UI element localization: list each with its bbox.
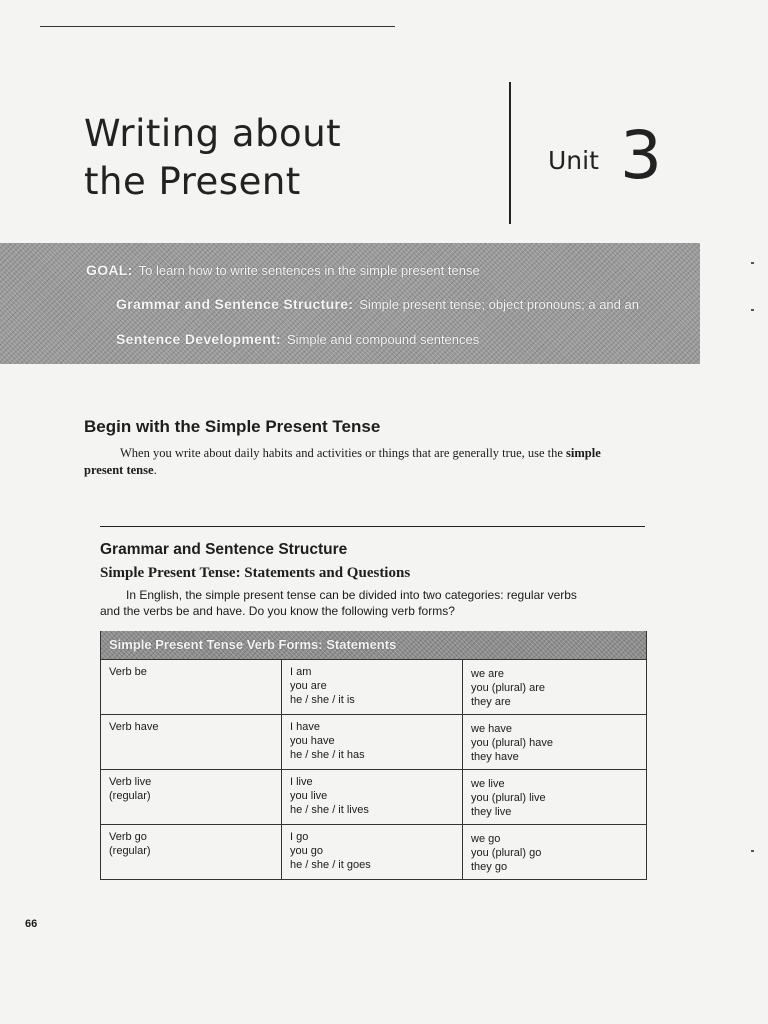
section-rule	[100, 526, 645, 527]
grammar-text: Simple present tense; object pronouns; a and an	[359, 297, 639, 312]
margin-mark	[751, 262, 754, 264]
singular-form: he / she / it has	[290, 749, 365, 761]
unit-title	[84, 110, 341, 206]
section-heading-simple-present: Begin with the Simple Present Tense	[84, 417, 381, 436]
goal-line	[86, 262, 480, 278]
verb-cell	[101, 825, 282, 879]
singular-forms-cell	[282, 660, 463, 714]
plural-forms-cell	[463, 770, 644, 824]
singular-form: he / she / it lives	[290, 804, 369, 816]
plural-forms-cell	[463, 660, 644, 714]
intro-text: When you write about daily habits and activities or things that are generally true, use the	[120, 446, 563, 460]
singular-form: I go	[290, 831, 309, 843]
plural-form: we have	[471, 723, 512, 735]
plural-form: you (plural) go	[471, 847, 542, 859]
table-row	[101, 769, 646, 824]
margin-mark	[751, 309, 754, 311]
title-divider	[509, 82, 511, 224]
plural-form: you (plural) have	[471, 737, 553, 749]
verb-name: Verb go	[109, 831, 147, 843]
table-row	[101, 824, 646, 879]
verb-forms-table	[100, 631, 647, 880]
singular-form: I am	[290, 666, 312, 678]
verb-cell	[101, 660, 282, 714]
grammar-label: Grammar and Sentence Structure:	[116, 296, 354, 312]
title-line-2: the Present	[84, 160, 301, 203]
verb-cell	[101, 770, 282, 824]
verb-note: (regular)	[109, 845, 151, 857]
singular-forms-cell	[282, 825, 463, 879]
plural-form: we go	[471, 833, 501, 845]
intro-end: .	[153, 463, 157, 477]
plural-form: we are	[471, 668, 505, 680]
singular-form: you live	[290, 790, 328, 802]
singular-form: I live	[290, 776, 313, 788]
goal-text: To learn how to write sentences in the simple present tense	[138, 263, 480, 278]
singular-form: he / she / it goes	[290, 859, 371, 871]
subheading-statements-questions: Simple Present Tense: Statements and Questions	[100, 565, 411, 581]
development-line	[116, 331, 479, 347]
intro-bold-2: present tense	[84, 463, 154, 477]
plural-form: you (plural) are	[471, 682, 545, 694]
development-text: Simple and compound sentences	[287, 332, 480, 347]
unit-number: 3	[620, 117, 662, 194]
singular-form: you are	[290, 680, 327, 692]
plural-forms-cell	[463, 825, 644, 879]
grammar-text-line-1: In English, the simple present tense can be divided into two categories: regular verbs	[126, 588, 577, 602]
intro-paragraph	[84, 445, 644, 479]
page-number: 66	[25, 918, 38, 930]
title-line-1: Writing about	[84, 112, 342, 155]
verb-name: Verb have	[109, 721, 159, 733]
goal-label: GOAL:	[86, 262, 133, 278]
verb-name: Verb live	[109, 776, 152, 788]
verb-note: (regular)	[109, 790, 151, 802]
singular-form: I have	[290, 721, 320, 733]
table-title: Simple Present Tense Verb Forms: Statements	[101, 631, 646, 659]
top-rule	[40, 26, 395, 27]
plural-form: they have	[471, 751, 519, 763]
table-row	[101, 659, 646, 714]
plural-form: they go	[471, 861, 508, 873]
plural-form: you (plural) live	[471, 792, 546, 804]
plural-form: we live	[471, 778, 505, 790]
grammar-paragraph	[100, 587, 640, 619]
plural-form: they are	[471, 696, 511, 708]
verb-name: Verb be	[109, 666, 147, 678]
grammar-line	[116, 296, 639, 312]
unit-label: Unit	[548, 146, 599, 175]
singular-form: he / she / it is	[290, 694, 355, 706]
intro-bold-1: simple	[566, 446, 601, 460]
development-label: Sentence Development:	[116, 331, 282, 347]
plural-forms-cell	[463, 715, 644, 769]
grammar-text-line-2: and the verbs be and have. Do you know the following verb forms?	[100, 604, 455, 618]
singular-forms-cell	[282, 715, 463, 769]
plural-form: they live	[471, 806, 512, 818]
margin-mark	[751, 850, 754, 852]
singular-form: you go	[290, 845, 324, 857]
singular-form: you have	[290, 735, 335, 747]
singular-forms-cell	[282, 770, 463, 824]
verb-cell	[101, 715, 282, 769]
section-heading-grammar: Grammar and Sentence Structure	[100, 541, 348, 558]
table-row	[101, 714, 646, 769]
